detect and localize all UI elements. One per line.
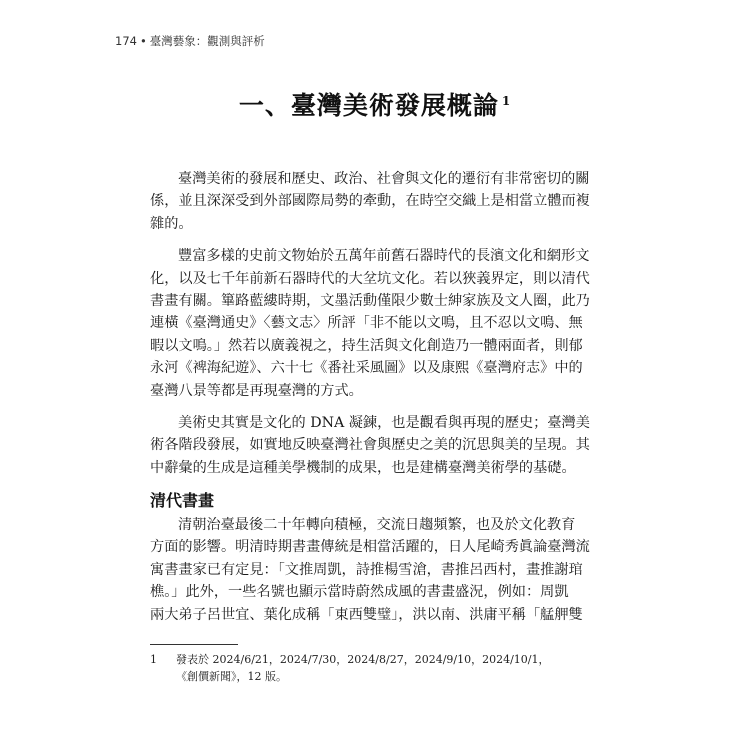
page-number: 174 xyxy=(115,34,137,48)
text-line: 臺灣八景等都是再現臺灣的方式。 xyxy=(150,382,363,399)
text-line: 書畫有關。篳路藍縷時期，文墨活動僅限少數士紳家族及文人圈，此乃 xyxy=(150,293,590,310)
chapter-title xyxy=(0,86,750,122)
footnote-number: 1 xyxy=(150,653,157,666)
text-line: 連橫《臺灣通史》〈藝文志〉所評「非不能以文鳴，且不忍以文鳴、無 xyxy=(150,315,583,332)
footnote-divider xyxy=(150,644,238,645)
chapter-title-text: 一、臺灣美術發展概論 xyxy=(238,91,499,120)
text-line: 化，以及七千年前新石器時代的大坌坑文化。若以狹義界定，則以清代 xyxy=(150,270,590,287)
footnote-text: 發表於 2024/6/21，2024/7/30，2024/8/27，2024/9/10，2024/10/1，《創價新聞》，12 版。 xyxy=(176,653,550,683)
paragraph-2 xyxy=(150,245,590,402)
body-text xyxy=(150,168,590,489)
book-title: 臺灣藝象：觀測與評析 xyxy=(149,34,265,48)
text-line: 方面的影響。明清時期書畫傳統是相當活躍的，日人尾崎秀眞論臺灣流 xyxy=(150,539,590,556)
text-line: 中辭彙的生成是這種美學機制的成果，也是建構臺灣美術學的基礎。 xyxy=(150,459,576,476)
running-head-separator: • xyxy=(139,34,147,48)
running-head xyxy=(115,33,265,49)
text-line: 永河《裨海紀遊》、六十七《番社采風圖》以及康熙《臺灣府志》中的 xyxy=(150,360,583,377)
footnote xyxy=(150,651,560,685)
paragraph-3 xyxy=(150,412,590,479)
text-line: 清朝治臺最後二十年轉向積極，交流日趨頻繁，也及於文化教育 xyxy=(178,517,576,533)
footnote-reference[interactable]: 1 xyxy=(501,93,512,108)
text-line: 兩大弟子呂世宜、葉化成稱「東西雙璧」，洪以南、洪庸平稱「艋舺雙 xyxy=(150,606,583,623)
section-heading: 清代書畫 xyxy=(150,491,215,510)
text-line: 術各階段發展，如實地反映臺灣社會與歷史之美的沉思與美的呈現。其 xyxy=(150,437,590,454)
text-line: 暇以文鳴。」然若以廣義視之，持生活與文化創造乃一體兩面者，則郁 xyxy=(150,337,583,354)
section-paragraph-1 xyxy=(150,514,590,626)
text-line: 豐富多樣的史前文物始於五萬年前舊石器時代的長濱文化和網形文 xyxy=(178,248,590,265)
text-line: 樵。」此外，一些名號也顯示當時蔚然成風的書畫盛況，例如：周凱 xyxy=(150,584,569,601)
text-line: 臺灣美術的發展和歷史、政治、社會與文化的遷衍有非常密切的關 xyxy=(178,171,590,187)
text-line: 寓書畫家已有定見：「文推周凱，詩推楊雪滄，書推呂西村，畫推謝琯 xyxy=(150,561,583,578)
text-line: 美術史其實是文化的 DNA 凝鍊，也是觀看與再現的歷史；臺灣美 xyxy=(178,415,590,432)
text-line: 雜的。 xyxy=(150,215,193,232)
section-text xyxy=(150,514,590,636)
text-line: 係，並且深深受到外部國際局勢的牽動，在時空交織上是相當立體而複 xyxy=(150,193,590,210)
paragraph-1 xyxy=(150,168,590,235)
